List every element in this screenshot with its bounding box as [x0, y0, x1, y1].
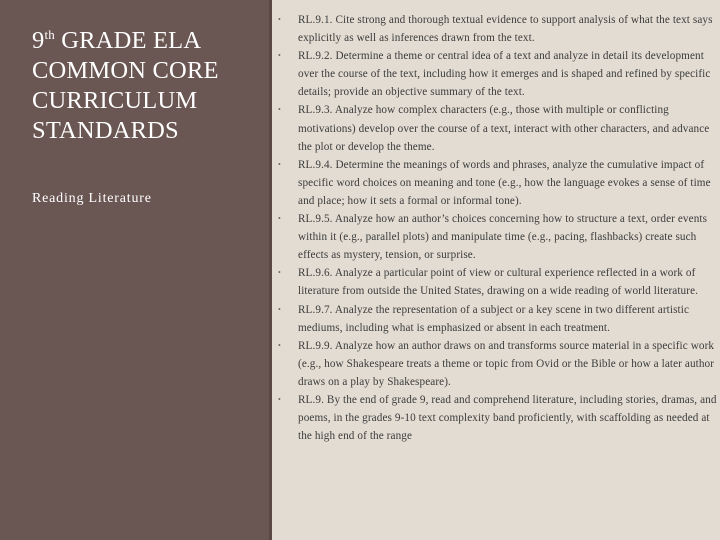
bullet-icon: •: [278, 304, 281, 314]
standard-code: RL.9.: [298, 393, 324, 406]
standard-item: [278, 47, 717, 101]
standard-text: Analyze how an author draws on and transforms source material in a specific work (e.g., how Shakespeare treats a theme or topic from Ovid or the Bible or how a later author draws on a play by Shakespeare).: [298, 339, 715, 388]
standard-item: [278, 264, 717, 300]
standard-text: By the end of grade 9, read and comprehend literature, including stories, dramas, and poems, in the grades 9-10 text complexity band proficiently, with scaffolding as needed at the high end of the range: [298, 393, 717, 443]
standard-item: [278, 337, 717, 391]
bullet-icon: •: [278, 51, 281, 61]
standard-code: RL.9.3.: [298, 104, 333, 117]
title-superscript: th: [44, 27, 55, 42]
standard-code: RL.9.1.: [298, 14, 333, 26]
standard-code: RL.9.6.: [298, 267, 333, 280]
standard-item: [278, 210, 717, 264]
standard-text: Analyze the representation of a subject or a key scene in two different artistic mediums, including what is emphasized or absent in each treatment.: [298, 303, 690, 334]
standard-item: [278, 391, 717, 445]
bullet-icon: •: [278, 394, 281, 404]
standard-code: RL.9.7.: [298, 303, 333, 316]
standard-code: RL.9.2.: [298, 50, 333, 63]
standard-code: RL.9.9.: [298, 339, 333, 352]
standard-text: Analyze how complex characters (e.g., those with multiple or conflicting motivations) develop over the course of a text, interact with other characters, and advance the plot or develop the theme.: [298, 104, 710, 153]
title-rest: GRADE ELA COMMON CORE CURRICULUM STANDARDS: [32, 27, 219, 144]
bullet-icon: •: [278, 105, 281, 115]
standard-code: RL.9.5.: [298, 213, 333, 226]
bullet-icon: •: [278, 214, 281, 224]
bullet-icon: •: [278, 268, 281, 278]
standard-text: Cite strong and thorough textual evidence to support analysis of what the text says explicitly as well as inferences drawn from the text.: [298, 14, 713, 45]
bullet-icon: •: [278, 159, 281, 169]
standard-code: RL.9.4.: [298, 158, 333, 171]
standard-text: Determine the meanings of words and phrases, analyze the cumulative impact of specific word choices on meaning and tone (e.g., how the language evokes a sense of time and place; how it sets a formal or informal tone).: [298, 158, 711, 207]
title-panel: [0, 0, 269, 540]
standard-text: Analyze how an author’s choices concerning how to structure a text, order events within it (e.g., parallel plots) and manipulate time (e.g., pacing, flashbacks) create such effects as mystery, tension, or surprise.: [298, 213, 708, 262]
bullet-icon: •: [278, 15, 281, 24]
standard-text: Analyze a particular point of view or cultural experience reflected in a work of literature from outside the United States, drawing on a wide reading of world literature.: [298, 267, 699, 298]
standards-list: [278, 11, 717, 445]
standard-item: [278, 301, 717, 337]
content-panel: [272, 0, 720, 540]
standard-item: [278, 156, 717, 210]
title-grade: 9: [32, 27, 45, 54]
slide-subtitle: Reading Literature: [32, 191, 152, 206]
standard-text: Determine a theme or central idea of a text and analyze in detail its development over the course of the text, including how it emerges and is shaped and refined by specific details; provide an objective summary of the text.: [298, 50, 711, 99]
standard-item: [278, 11, 717, 47]
bullet-icon: •: [278, 340, 281, 350]
standard-item: [278, 101, 717, 155]
slide-title: [32, 26, 262, 146]
